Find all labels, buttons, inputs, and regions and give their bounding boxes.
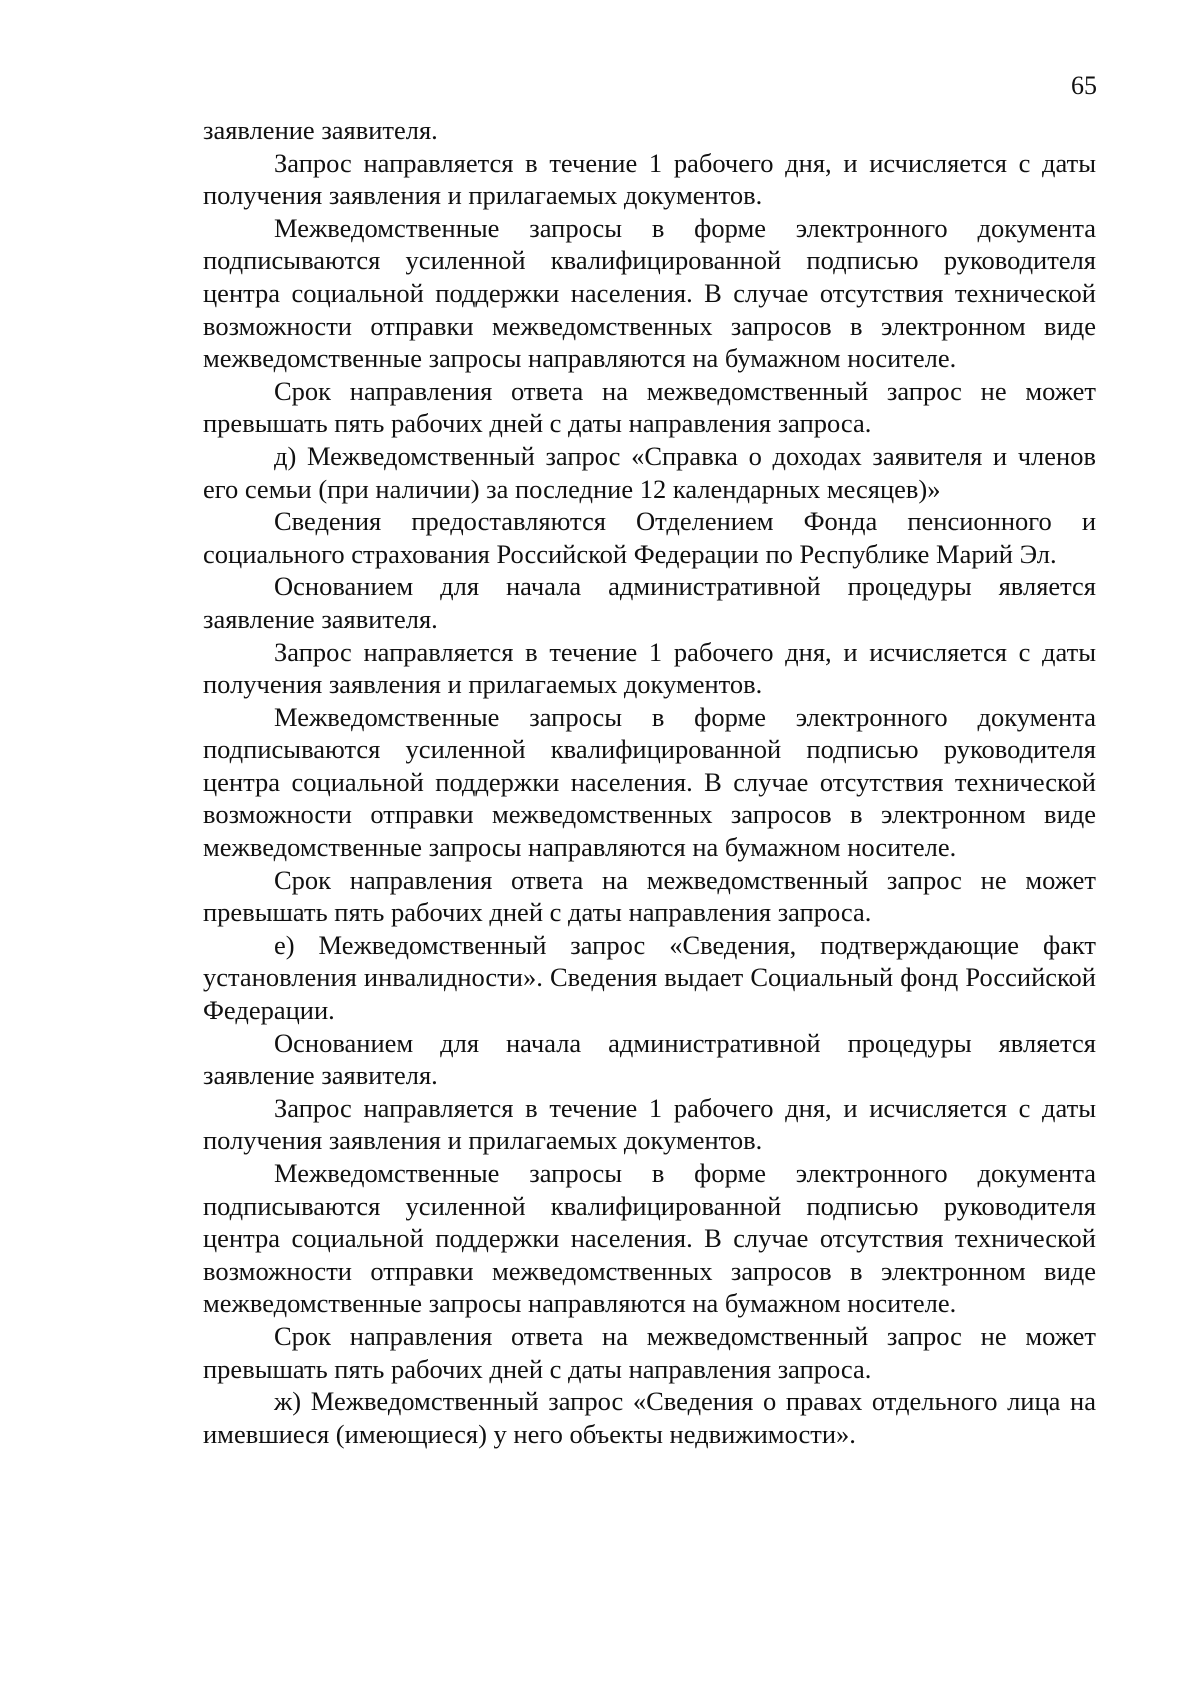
paragraph: Сведения предоставляются Отделением Фонда пенсионного и социального страхования Российской Федерации по Республике Марий Эл. — [203, 506, 1096, 569]
body-text — [203, 114, 1096, 1450]
paragraph-item-e: е) Межведомственный запрос «Сведения, подтверждающие факт установления инвалидности». Сведения выдает Социальный фонд Российской Федерации. — [203, 929, 1096, 1026]
paragraph: Запрос направляется в течение 1 рабочего дня, и исчисляется с даты получения заявления и прилагаемых документов. — [203, 636, 1096, 700]
paragraph: Основанием для начала административной процедуры является заявление заявителя. — [203, 1027, 1096, 1091]
paragraph: заявление заявителя. — [203, 115, 438, 145]
paragraph-item-d: д) Межведомственный запрос «Справка о доходах заявителя и членов его семьи (при наличии) за последние 12 календарных месяцев)» — [203, 440, 1096, 504]
paragraph: Межведомственные запросы в форме электронного документа подписываются усиленной квалифицированной подписью руководителя центра социальной поддержки населения. В случае отсутствия технической возможности отправки межведомственных запросов в электронном виде межведомственные запросы направляются на бумажном носителе. — [203, 212, 1096, 374]
paragraph-item-zh: ж) Межведомственный запрос «Сведения о правах отдельного лица на имевшиеся (имеющиеся) у него объекты недвижимости». — [203, 1386, 1096, 1449]
paragraph: Срок направления ответа на межведомственный запрос не может превышать пять рабочих дней с даты направления запроса. — [203, 375, 1096, 439]
paragraph: Межведомственные запросы в форме электронного документа подписываются усиленной квалифицированной подписью руководителя центра социальной поддержки населения. В случае отсутствия технической возможности отправки межведомственных запросов в электронном виде межведомственные запросы направляются на бумажном носителе. — [203, 701, 1096, 863]
paragraph: Запрос направляется в течение 1 рабочего дня, и исчисляется с даты получения заявления и прилагаемых документов. — [203, 1092, 1096, 1156]
paragraph: Основанием для начала административной процедуры является заявление заявителя. — [203, 571, 1096, 634]
paragraph: Срок направления ответа на межведомственный запрос не может превышать пять рабочих дней с даты направления запроса. — [203, 864, 1096, 928]
paragraph: Межведомственные запросы в форме электронного документа подписываются усиленной квалифицированной подписью руководителя центра социальной поддержки населения. В случае отсутствия технической возможности отправки межведомственных запросов в электронном виде межведомственные запросы направляются на бумажном носителе. — [203, 1158, 1096, 1319]
page-number: 65 — [1071, 71, 1097, 100]
paragraph: Срок направления ответа на межведомственный запрос не может превышать пять рабочих дней с даты направления запроса. — [203, 1320, 1096, 1384]
paragraph: Запрос направляется в течение 1 рабочего дня, и исчисляется с даты получения заявления и прилагаемых документов. — [203, 147, 1096, 211]
